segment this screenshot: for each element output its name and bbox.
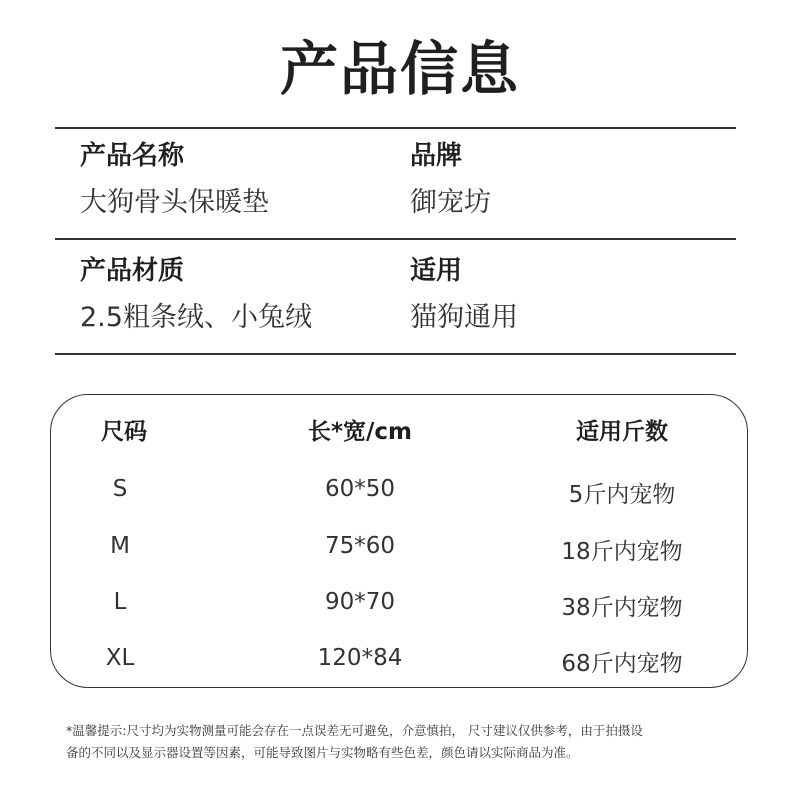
divider-top [55,127,736,129]
divider-middle [55,238,736,240]
disclaimer-line-2: 备的不同以及显示器设置等因素，可能导致图片与实物略有些色差，颜色请以实际商品为准。 [66,745,579,760]
info-value: 大狗骨头保暖垫 [80,187,269,218]
info-value: 2.5粗条绒、小兔绒 [80,302,312,333]
disclaimer-note [66,720,756,764]
info-material [80,255,312,335]
table-cell-size: S [112,476,128,502]
divider-bottom [55,353,736,355]
info-label: 产品名称 [80,141,185,171]
table-header-weight: 适用斤数 [576,419,668,445]
table-cell-weight: 5斤内宠物 [568,482,676,508]
info-value: 御宠坊 [410,187,491,218]
info-applicable [410,255,518,335]
table-cell-dimensions: 75*60 [324,533,396,559]
table-cell-size: M [110,533,130,559]
table-header-size: 尺码 [101,419,147,445]
table-cell-dimensions: 60*50 [324,476,396,502]
table-cell-weight: 68斤内宠物 [561,651,683,677]
info-label: 产品材质 [80,256,185,286]
table-header-dimensions: 长*宽/cm [307,419,413,445]
table-cell-weight: 18斤内宠物 [561,539,683,565]
page-title: 产品信息 [279,35,520,103]
info-product-name [80,140,269,220]
table-cell-dimensions: 120*84 [317,645,403,671]
disclaimer-line-1: *温馨提示:尺寸均为实物测量可能会存在一点误差无可避免，介意慎拍， 尺寸建议仅供参考，由于拍摄设 [66,723,643,738]
info-value: 猫狗通用 [410,302,518,333]
table-cell-dimensions: 90*70 [324,589,396,615]
table-cell-size: XL [105,645,135,671]
table-cell-size: L [113,589,127,615]
info-label: 品牌 [410,141,463,171]
table-cell-weight: 38斤内宠物 [561,595,683,621]
info-brand [410,140,491,220]
info-label: 适用 [410,256,463,286]
